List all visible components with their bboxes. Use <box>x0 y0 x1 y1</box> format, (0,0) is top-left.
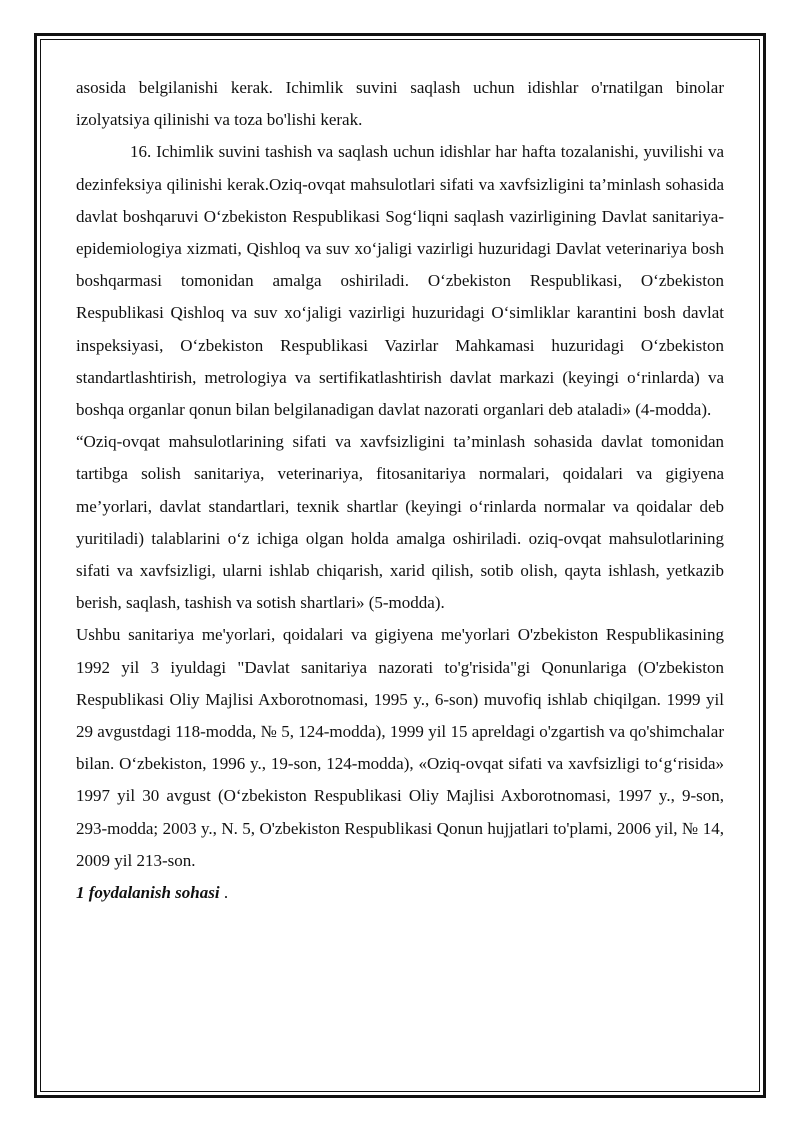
paragraph-3: “Oziq-ovqat mahsulotlarining sifati va xavfsizligini ta’minlash sohasida davlat tomonidan tartibga solish sanitariya, veterinariya, fitosanitariya normalari, qoidalari va gigiyena me’yorlari, davlat standartlari, texnik shartlar (keyingi o‘rinlarda normalar va qoidalar deb yuritiladi) talablarini o‘z ichiga olgan holda amalga oshiriladi. oziq-ovqat mahsulotlarining sifati va xavfsizligi, ularni ishlab chiqarish, xarid qilish, sotib olish, qayta ishlash, yetkazib berish, saqlash, tashish va sotish shartlari» (5-modda). <box>76 432 724 613</box>
section-heading: 1 foydalanish sohasi <box>76 883 220 903</box>
paragraph-2: 16. Ichimlik suvini tashish va saqlash uchun idishlar har hafta tozalanishi, yuvilishi va dezinfeksiya qilinishi kerak.Oziq-ovqat mahsulotlari sifati va xavfsizligini ta’minlash sohasida davlat boshqaruvi O‘zbekiston Respublikasi Sog‘liqni saqlash vazirligining Davlat sanitariya-epidemiologiya xizmati, Qishloq va suv xo‘jaligi vazirligi huzuridagi Davlat veterinariya bosh boshqarmasi tomonidan amalga oshiriladi. O‘zbekiston Respublikasi, O‘zbekiston Respublikasi Qishloq va suv xo‘jaligi vazirligi huzuridagi O‘simliklar karantini bosh davlat inspeksiyasi, O‘zbekiston Respublikasi Vazirlar Mahkamasi huzuridagi O‘zbekiston standartlashtirish, metrologiya va sertifikatlashtirish davlat markazi (keyingi o‘rinlarda) va boshqa organlar qonun bilan belgilanadigan davlat nazorati organlari deb ataladi» (4-modda). <box>76 142 724 420</box>
paragraph-1: asosida belgilanishi kerak. Ichimlik suvini saqlash uchun idishlar o'rnatilgan binolar izolyatsiya qilinishi va toza bo'lishi kerak. <box>76 78 724 130</box>
paragraph-4: Ushbu sanitariya me'yorlari, qoidalari va gigiyena me'yorlari O'zbekiston Respublikasining 1992 yil 3 iyuldagi "Davlat sanitariya nazorati to'g'risida"gi Qonunlariga (O'zbekiston Respublikasi Oliy Majlisi Axborotnomasi, 1995 y., 6-son) muvofiq ishlab chiqilgan. 1999 yil 29 avgustdagi 118-modda, № 5, 124-modda), 1999 yil 15 apreldagi o'zgartish va qo'shimchalar bilan. O‘zbekiston, 1996 y., 19-son, 124-modda), «Oziq-ovqat sifati va xavfsizligi to‘g‘risida» 1997 yil 30 avgust (O‘zbekiston Respublikasi Oliy Majlisi Axborotnomasi, 1997 y., 9-son, 293-modda; 2003 y., N. 5, O'zbekiston Respublikasi Qonun hujjatlari to'plami, 2006 yil, № 14, 2009 yil 213-son. <box>76 625 724 870</box>
document-body <box>76 72 724 909</box>
section-heading-line <box>76 877 724 909</box>
section-heading-trailing: . <box>219 883 229 903</box>
